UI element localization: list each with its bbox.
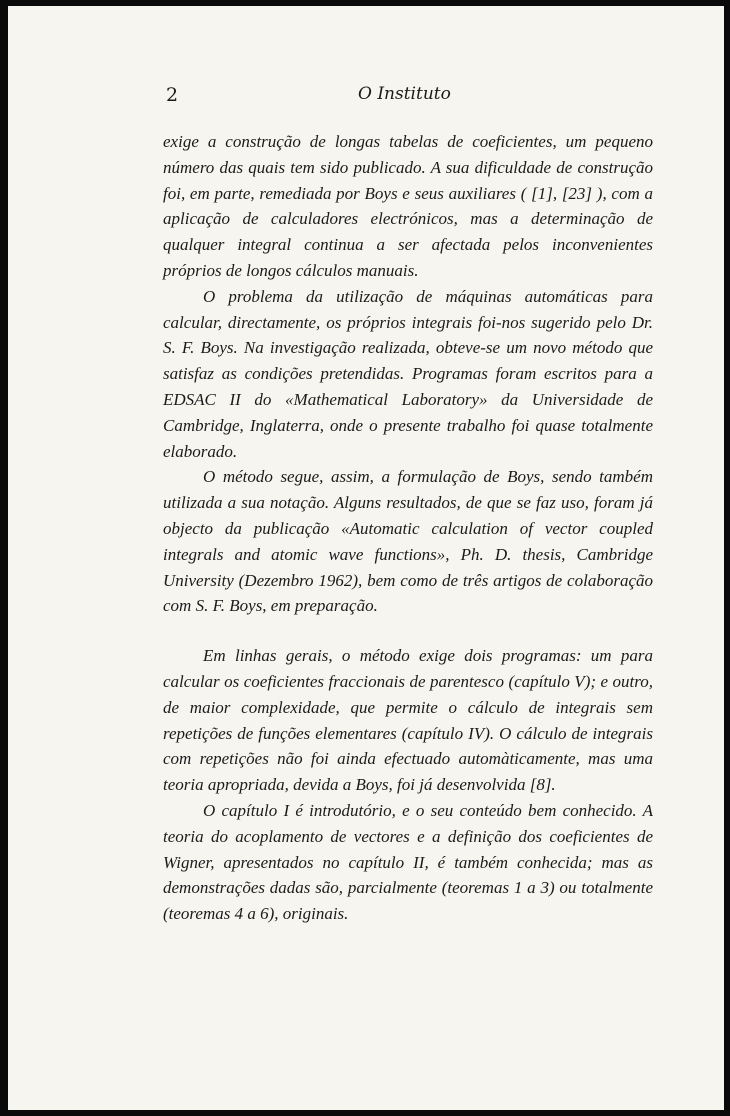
body-text xyxy=(163,129,653,927)
document-page xyxy=(8,6,724,1110)
paragraph-continuation: exige a construção de longas tabelas de coeficientes, um pequeno número das quais tem sido publicado. A sua dificuldade de construção foi, em parte, remediada por Boys e seus auxiliares ( [1], [23] ), com a aplicação de calculadores electrónicos, mas a determinação de qualquer integral continua a ser afectada pelos inconvenientes próprios de longos cálculos manuais. xyxy=(163,132,653,280)
page-number: 2 xyxy=(166,84,179,106)
paragraph-chapters: O capítulo I é introdutório, e o seu conteúdo bem conhecido. A teoria do acoplamento de vectores e a definição dos coeficientes de Wigner, apresentados no capítulo II, é também conhecida; mas as demonstrações dadas são, parcialmente (teoremas 1 a 3) ou totalmente (teoremas 4 a 6), originais. xyxy=(163,800,653,924)
running-title: O Instituto xyxy=(358,84,451,104)
page-header xyxy=(163,84,636,112)
paragraph-method: O método segue, assim, a formulação de Boys, sendo também utilizada a sua notação. Alguns resultados, de que se faz uso, foram já objecto da publicação «Automatic calculation of vector coupled integrals and atomic wave functions», Ph. D. thesis, Cambridge University (Dezembro 1962), bem como de três artigos de colaboração com S. F. Boys, em preparação. xyxy=(163,467,653,616)
paragraph-problem: O problema da utilização de máquinas automáticas para calcular, directamente, os próprios integrais foi-nos sugerido pelo Dr. S. F. Boys. Na investigação realizada, obteve-se um novo método que satisfaz as condições pretendidas. Programas foram escritos para a EDSAC II do «Mathematical Laboratory» da Universidade de Cambridge, Inglaterra, onde o presente trabalho foi quase totalmente elaborado. xyxy=(163,286,653,461)
paragraph-overview: Em linhas gerais, o método exige dois programas: um para calcular os coeficientes fraccionais de parentesco (capítulo V); e outro, de maior complexidade, que permite o cálculo de integrais sem repetições de funções elementares (capítulo IV). O cálculo de integrais com repetições não foi ainda efectuado automàticamente, mas uma teoria apropriada, devida a Boys, foi já desenvolvida [8]. xyxy=(163,646,653,795)
